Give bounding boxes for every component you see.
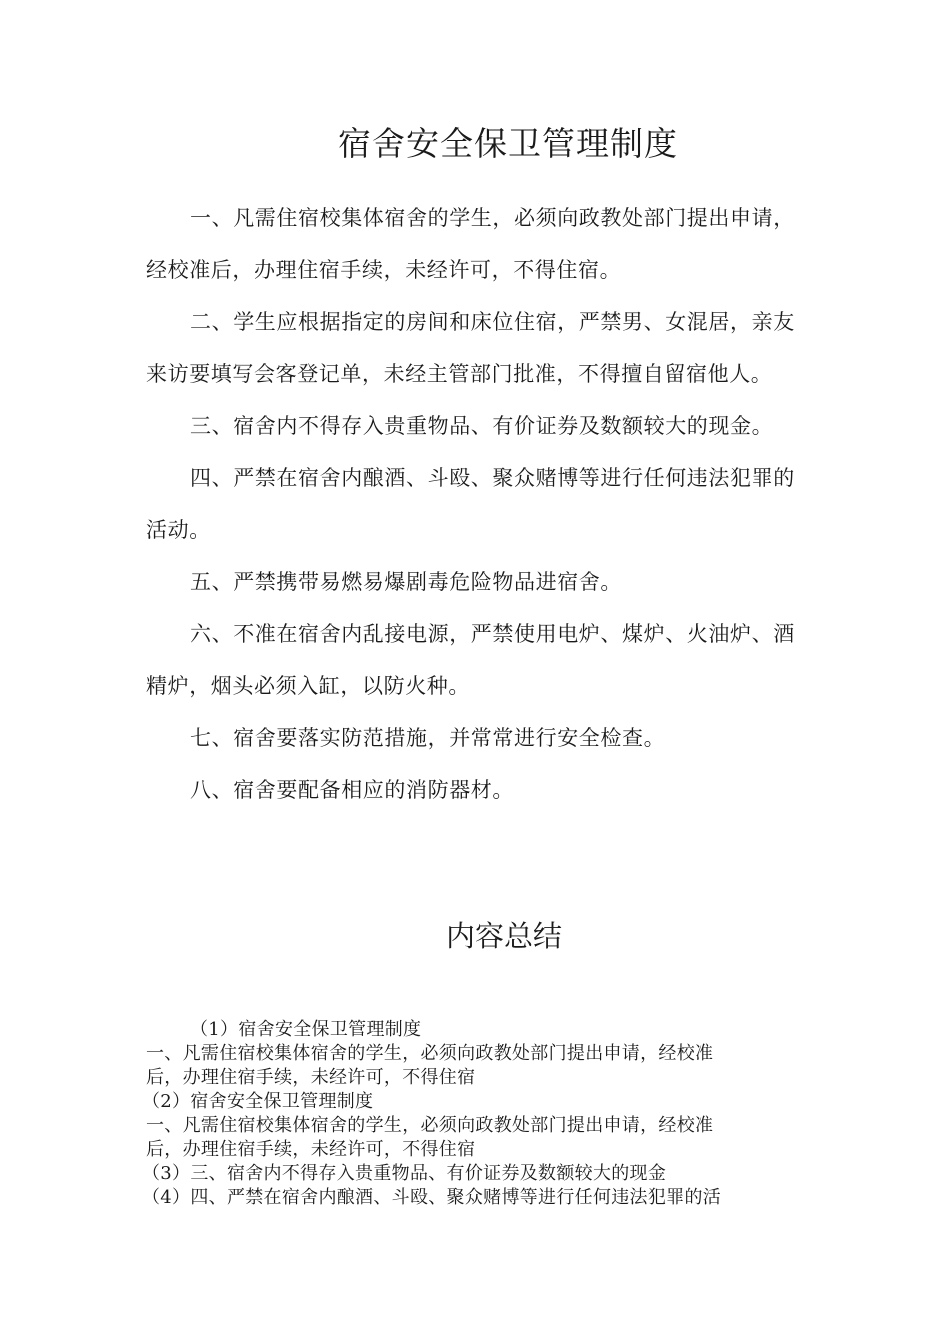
rule-7: 七、宿舍要落实防范措施，并常常进行安全检查。	[190, 726, 666, 750]
summary-line: 一、凡需住宿校集体宿舍的学生，必须向政教处部门提出申请，经校准	[146, 1115, 714, 1136]
summary-line: 后，办理住宿手续，未经许可，不得住宿	[146, 1067, 476, 1088]
summary-line: 一、凡需住宿校集体宿舍的学生，必须向政教处部门提出申请，经校准	[146, 1043, 714, 1064]
summary-line: （3）三、宿舍内不得存入贵重物品、有价证券及数额较大的现金	[142, 1163, 667, 1184]
rule-2: 二、学生应根据指定的房间和床位住宿，严禁男、女混居，亲友来访要填写会客登记单，未经主管部门批准，不得擅自留宿他人。	[146, 310, 795, 386]
summary-section	[142, 1018, 806, 1210]
summary-line: （2）宿舍安全保卫管理制度	[142, 1091, 374, 1112]
rule-3: 三、宿舍内不得存入贵重物品、有价证券及数额较大的现金。	[190, 414, 774, 438]
rules-section	[146, 192, 806, 816]
summary-line: 后，办理住宿手续，未经许可，不得住宿	[146, 1139, 476, 1160]
rule-1: 一、凡需住宿校集体宿舍的学生，必须向政教处部门提出申请，经校准后，办理住宿手续，未经许可，不得住宿。	[146, 206, 795, 282]
document-title: 宿舍安全保卫管理制度	[338, 124, 678, 163]
rule-4: 四、严禁在宿舍内酿酒、斗殴、聚众赌博等进行任何违法犯罪的活动。	[146, 466, 795, 542]
summary-line: （4）四、严禁在宿舍内酿酒、斗殴、聚众赌博等进行任何违法犯罪的活	[142, 1187, 722, 1208]
rule-5: 五、严禁携带易燃易爆剧毒危险物品进宿舍。	[190, 570, 622, 594]
summary-line: （1）宿舍安全保卫管理制度	[190, 1019, 422, 1040]
summary-title: 内容总结	[445, 919, 562, 953]
rule-8: 八、宿舍要配备相应的消防器材。	[190, 778, 514, 802]
rule-6: 六、不准在宿舍内乱接电源，严禁使用电炉、煤炉、火油炉、酒精炉，烟头必须入缸，以防火种。	[146, 622, 795, 698]
